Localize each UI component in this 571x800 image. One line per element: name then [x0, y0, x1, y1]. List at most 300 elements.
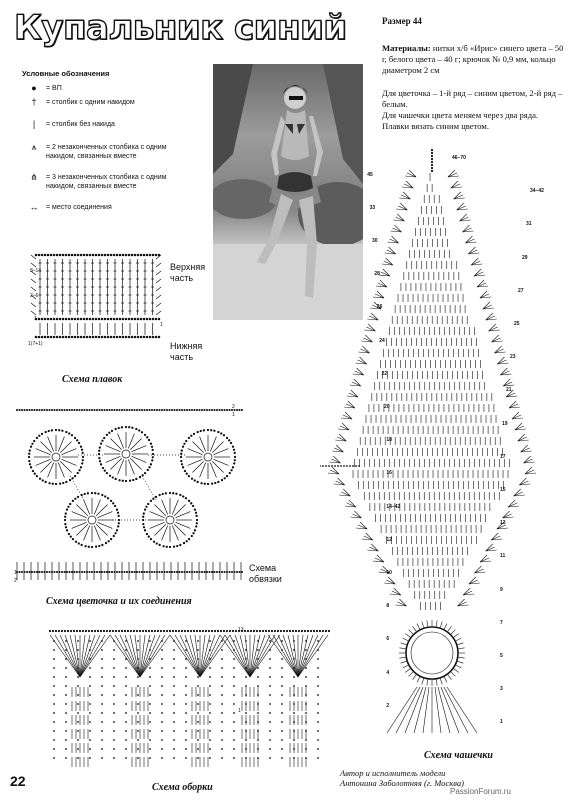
chain-stitch-mark [131, 318, 133, 320]
chain-stitch-mark [109, 409, 110, 410]
stitch-mark [140, 635, 150, 677]
chain-stitch-mark [245, 748, 246, 749]
stitch-mark [298, 635, 318, 677]
chain-stitch-mark [74, 336, 76, 338]
chain-stitch-mark [56, 318, 58, 320]
stitch-mark [31, 303, 36, 307]
chain-stitch-mark [269, 658, 270, 659]
chain-stitch-mark [109, 432, 111, 434]
chain-stitch-mark [116, 318, 118, 320]
chain-stitch-mark [110, 254, 112, 256]
chain-stitch-mark [30, 446, 32, 448]
chain-stitch-mark [259, 630, 261, 632]
chain-stitch-mark [39, 409, 40, 410]
chain-stitch-mark [233, 640, 234, 641]
chain-stitch-mark [146, 336, 148, 338]
stitch-mark [156, 295, 161, 299]
chain-stitch-mark [113, 748, 114, 749]
bottoms-scheme-chart [28, 245, 168, 360]
cup-row-mark: 4 [386, 669, 390, 676]
stitch-mark [403, 638, 408, 641]
chain-stitch-mark [196, 571, 197, 572]
chain-stitch-mark [161, 721, 162, 722]
chain-stitch-mark [185, 440, 187, 442]
chain-stitch-mark [257, 721, 258, 722]
cup-row-mark: 15 [500, 487, 506, 493]
stitch-mark [427, 620, 428, 626]
stitch-mark [458, 661, 464, 663]
chain-stitch-mark [165, 493, 167, 495]
chain-stitch-mark [233, 694, 234, 695]
chain-stitch-mark [98, 336, 100, 338]
chain-stitch-mark [77, 472, 79, 474]
chain-stitch-mark [42, 480, 44, 482]
chain-stitch-mark [281, 721, 282, 722]
chain-stitch-mark [55, 630, 57, 632]
chain-stitch-mark [174, 571, 175, 572]
chain-stitch-mark [79, 630, 81, 632]
chain-stitch-mark [68, 318, 70, 320]
chain-stitch-mark [233, 703, 234, 704]
cup-ring [406, 627, 458, 679]
chain-stitch-mark [197, 658, 198, 659]
stitch-mark [512, 412, 519, 419]
chain-stitch-mark [45, 481, 47, 483]
materials-text [382, 43, 567, 76]
chain-stitch-mark [142, 474, 144, 476]
chain-stitch-mark [146, 318, 148, 320]
chain-stitch-mark [116, 571, 117, 572]
chain-stitch-mark [94, 630, 96, 632]
chain-stitch-mark [101, 676, 102, 677]
stitch-mark [459, 648, 465, 649]
stitch-mark [417, 677, 420, 682]
stitch-mark [465, 236, 472, 243]
chain-stitch-mark [169, 630, 171, 632]
stitch-mark [417, 624, 420, 629]
chain-stitch-mark [257, 730, 258, 731]
flower-row-mark: 1 [232, 412, 235, 418]
chain-stitch-mark [130, 630, 132, 632]
stitch-mark [377, 555, 384, 562]
chain-stitch-mark [53, 254, 55, 256]
chain-stitch-mark [149, 694, 150, 695]
chain-stitch-mark [137, 694, 138, 695]
chain-stitch-mark [233, 658, 234, 659]
chain-stitch-mark [180, 456, 182, 458]
chain-stitch-mark [257, 676, 258, 677]
chain-stitch-mark [89, 730, 90, 731]
chain-stitch-mark [173, 730, 174, 731]
chain-stitch-mark [65, 703, 66, 704]
chain-stitch-mark [92, 336, 94, 338]
note-flower: Для цветочка – 1-й ряд – синим цветом, 2-й ряд – белым. [382, 88, 563, 109]
chain-stitch-mark [197, 712, 198, 713]
chain-stitch-mark [152, 453, 154, 455]
chain-stitch-mark [38, 318, 40, 320]
chain-stitch-mark [159, 494, 161, 496]
chain-stitch-mark [125, 721, 126, 722]
chain-stitch-mark [29, 450, 31, 452]
chain-stitch-mark [89, 712, 90, 713]
chain-stitch-mark [74, 437, 76, 439]
chain-stitch-mark [136, 409, 137, 410]
edging-scheme-label: Схема обвязки [249, 563, 282, 584]
cup-row-mark: 8 [386, 603, 390, 610]
chain-stitch-mark [100, 443, 102, 445]
chain-stitch-mark [84, 571, 85, 572]
flower-center-ring [52, 453, 60, 461]
chain-stitch-mark [89, 571, 90, 572]
chain-stitch-mark [197, 649, 198, 650]
chain-stitch-mark [160, 630, 162, 632]
chain-stitch-mark [325, 465, 326, 466]
chain-stitch-mark [305, 658, 306, 659]
chain-stitch-mark [121, 630, 123, 632]
stitch-mark [454, 669, 459, 673]
chain-stitch-mark [281, 748, 282, 749]
chain-stitch-mark [197, 685, 198, 686]
chain-stitch-mark [136, 630, 138, 632]
stitch-mark [486, 313, 493, 320]
chain-stitch-mark [174, 409, 175, 410]
chain-stitch-mark [149, 730, 150, 731]
stitch-mark [394, 588, 401, 595]
chain-stitch-mark [53, 685, 54, 686]
chain-stitch-mark [65, 757, 66, 758]
chain-stitch-mark [305, 721, 306, 722]
stitch-mark [454, 192, 461, 199]
chain-stitch-mark [149, 739, 150, 740]
chain-stitch-mark [161, 649, 162, 650]
chain-stitch-mark [197, 748, 198, 749]
chain-stitch-mark [122, 254, 124, 256]
chain-stitch-mark [129, 409, 130, 410]
chain-stitch-mark [62, 336, 64, 338]
chain-stitch-mark [190, 503, 192, 505]
chain-stitch-mark [164, 409, 165, 410]
chain-stitch-mark [271, 630, 273, 632]
chain-stitch-mark [77, 739, 78, 740]
chain-stitch-mark [194, 530, 196, 532]
chain-stitch-mark [150, 443, 152, 445]
chain-stitch-mark [125, 254, 127, 256]
chain-stitch-mark [65, 336, 67, 338]
chain-stitch-mark [34, 473, 36, 475]
chain-stitch-mark [180, 494, 182, 496]
chain-stitch-mark [185, 676, 186, 677]
chain-stitch-mark [224, 409, 225, 410]
stitch-mark [348, 401, 355, 408]
chain-stitch-mark [209, 757, 210, 758]
chain-stitch-mark [175, 630, 177, 632]
chain-stitch-mark [36, 437, 38, 439]
chain-stitch-mark [281, 640, 282, 641]
chain-stitch-mark [166, 630, 168, 632]
chain-stitch-mark [115, 630, 117, 632]
chain-stitch-mark [307, 630, 309, 632]
chain-stitch-mark [113, 254, 115, 256]
chain-stitch-mark [58, 429, 60, 431]
chain-stitch-mark [233, 667, 234, 668]
chain-stitch-mark [173, 685, 174, 686]
chain-stitch-mark [74, 571, 75, 572]
chain-stitch-mark [61, 409, 62, 410]
cup-row-mark: 33 [369, 204, 376, 211]
chain-stitch-mark [269, 640, 270, 641]
chain-stitch-mark [104, 336, 106, 338]
chain-stitch-mark [281, 730, 282, 731]
chain-stitch-mark [61, 571, 62, 572]
chain-stitch-mark [207, 483, 209, 485]
chain-stitch-mark [92, 318, 94, 320]
chain-stitch-mark [221, 748, 222, 749]
chain-stitch-mark [151, 630, 153, 632]
chain-stitch-mark [229, 472, 231, 474]
chain-stitch-mark [41, 409, 42, 410]
chain-stitch-mark [51, 430, 53, 432]
chain-stitch-mark [152, 318, 154, 320]
chain-stitch-mark [149, 466, 151, 468]
chain-stitch-mark [289, 630, 291, 632]
chain-stitch-mark [142, 630, 144, 632]
chain-stitch-mark [163, 545, 165, 547]
chain-stitch-mark [234, 456, 236, 458]
chain-stitch-mark [34, 571, 35, 572]
chain-stitch-mark [137, 739, 138, 740]
stitch-mark [392, 236, 399, 243]
chain-stitch-mark [196, 630, 198, 632]
chain-stitch-mark [281, 703, 282, 704]
chain-stitch-mark [46, 409, 47, 410]
chain-stitch-mark [65, 513, 67, 515]
flower-scheme-chart [12, 402, 252, 592]
chain-stitch-mark [193, 630, 195, 632]
chain-stitch-mark [274, 630, 276, 632]
chain-stitch-mark [161, 757, 162, 758]
stitch-mark [383, 269, 390, 276]
chain-stitch-mark [277, 630, 279, 632]
chain-stitch-mark [185, 730, 186, 731]
chain-stitch-mark [65, 523, 67, 525]
chain-stitch-mark [54, 571, 55, 572]
cup-row-mark: 27 [518, 287, 524, 294]
chain-stitch-mark [49, 630, 51, 632]
chain-stitch-mark [125, 640, 126, 641]
single-crochet-icon: | [32, 119, 36, 129]
chain-stitch-mark [281, 685, 282, 686]
chain-stitch-mark [229, 571, 230, 572]
chain-stitch-mark [304, 630, 306, 632]
chain-stitch-mark [352, 465, 353, 466]
chain-stitch-mark [78, 442, 80, 444]
chain-stitch-mark [281, 739, 282, 740]
chain-stitch-mark [137, 712, 138, 713]
chain-stitch-mark [134, 318, 136, 320]
chain-stitch-mark [82, 459, 84, 461]
chain-stitch-mark [218, 431, 220, 433]
chain-stitch-mark [245, 676, 246, 677]
chain-stitch-mark [119, 479, 121, 481]
chain-stitch-mark [197, 676, 198, 677]
chain-stitch-mark [153, 498, 155, 500]
chain-stitch-mark [144, 571, 145, 572]
chain-stitch-mark [76, 630, 78, 632]
chain-stitch-mark [55, 483, 57, 485]
chain-stitch-mark [234, 452, 236, 454]
stitch-mark [156, 271, 161, 275]
chain-stitch-mark [113, 658, 114, 659]
legend-item-chain: ● = ВП [22, 84, 181, 93]
chain-stitch-mark [96, 571, 97, 572]
chain-stitch-mark [143, 526, 145, 528]
chain-stitch-mark [158, 318, 160, 320]
chain-stitch-mark [113, 649, 114, 650]
chain-stitch-mark [139, 476, 141, 478]
chain-stitch-mark [81, 544, 83, 546]
chain-stitch-mark [104, 409, 105, 410]
chain-stitch-mark [149, 712, 150, 713]
chain-stitch-mark [39, 435, 41, 437]
chain-stitch-mark [101, 694, 102, 695]
chain-stitch-mark [293, 685, 294, 686]
chain-stitch-mark [113, 712, 114, 713]
stitch-mark [377, 291, 384, 298]
chain-stitch-mark [186, 571, 187, 572]
chain-stitch-mark [192, 505, 194, 507]
chain-stitch-mark [176, 545, 178, 547]
stitch-mark [333, 456, 340, 463]
chain-stitch-mark [185, 649, 186, 650]
chain-stitch-mark [232, 630, 234, 632]
chain-stitch-mark [182, 467, 184, 469]
chain-stitch-mark [53, 739, 54, 740]
chain-stitch-mark [77, 748, 78, 749]
chain-stitch-mark [89, 658, 90, 659]
chain-stitch-mark [233, 685, 234, 686]
chain-stitch-mark [269, 748, 270, 749]
chain-stitch-mark [91, 630, 93, 632]
chain-stitch-mark [184, 409, 185, 410]
chain-stitch-mark [281, 757, 282, 758]
chain-stitch-mark [148, 630, 150, 632]
chain-stitch-mark [151, 409, 152, 410]
chain-stitch-mark [231, 571, 232, 572]
chain-stitch-mark [77, 703, 78, 704]
cup-row-mark: 23 [510, 354, 516, 361]
stitch-mark [491, 533, 498, 540]
chain-stitch-mark [59, 483, 61, 485]
chain-stitch-mark [75, 498, 77, 500]
chain-stitch-mark [317, 721, 318, 722]
chain-stitch-mark [317, 748, 318, 749]
stitch-mark [400, 203, 407, 210]
chain-stitch-mark [36, 409, 37, 410]
chain-stitch-mark [200, 430, 202, 432]
stitch-mark [345, 412, 352, 419]
chain-stitch-mark [113, 757, 114, 758]
chain-stitch-mark [77, 658, 78, 659]
chain-stitch-mark [257, 694, 258, 695]
chain-stitch-mark [76, 571, 77, 572]
chain-stitch-mark [64, 571, 65, 572]
chain-stitch-mark [269, 757, 270, 758]
chain-stitch-mark [95, 546, 97, 548]
chain-stitch-mark [122, 318, 124, 320]
stitch-mark [360, 522, 367, 529]
chain-stitch-mark [87, 493, 89, 495]
chain-stitch-mark [53, 667, 54, 668]
chain-stitch-mark [75, 541, 77, 543]
chain-stitch-mark [293, 649, 294, 650]
materials-body: нитки х/б «Ирис» синего цвета – 50 г, белого цвета – 40 г; крючок № 0,9 мм, кольцо диаметром 2 см [382, 43, 564, 75]
chain-stitch-mark [204, 409, 205, 410]
chain-stitch-mark [77, 496, 79, 498]
chain-stitch-mark [186, 409, 187, 410]
chain-stitch-mark [207, 429, 209, 431]
chain-stitch-mark [118, 515, 120, 517]
chain-stitch-mark [185, 721, 186, 722]
cup-row-mark: 12 [386, 536, 392, 543]
chain-stitch-mark [209, 658, 210, 659]
chain-stitch-mark [185, 658, 186, 659]
chain-stitch-mark [305, 739, 306, 740]
chain-stitch-mark [337, 465, 338, 466]
chain-stitch-mark [137, 649, 138, 650]
stitch-mark [349, 500, 356, 507]
stitch-mark [156, 303, 161, 307]
chain-stitch-mark [134, 571, 135, 572]
chain-stitch-mark [121, 427, 123, 429]
chain-stitch-mark [245, 730, 246, 731]
chain-stitch-mark [161, 571, 162, 572]
chain-stitch-mark [293, 667, 294, 668]
chain-stitch-mark [262, 630, 264, 632]
chain-stitch-mark [214, 430, 216, 432]
chain-stitch-mark [194, 509, 196, 511]
chain-stitch-mark [334, 465, 335, 466]
chain-stitch-mark [68, 433, 70, 435]
chain-stitch-mark [136, 478, 138, 480]
chain-stitch-mark [59, 254, 61, 256]
chain-stitch-mark [194, 480, 196, 482]
chain-stitch-mark [211, 630, 213, 632]
chain-stitch-mark [185, 497, 187, 499]
chain-stitch-mark [29, 463, 31, 465]
chain-stitch-mark [52, 630, 54, 632]
stitch-mark [338, 478, 345, 485]
chain-stitch-mark [317, 703, 318, 704]
chain-stitch-mark [140, 336, 142, 338]
chain-stitch-mark [41, 571, 42, 572]
chain-stitch-mark [69, 409, 70, 410]
chain-stitch-mark [317, 658, 318, 659]
chain-stitch-mark [173, 694, 174, 695]
stitch-mark [342, 423, 349, 430]
bottoms-scheme-caption: Схема плавок [62, 374, 123, 385]
stitch-mark [354, 379, 361, 386]
chain-stitch-mark [125, 676, 126, 677]
chain-stitch-mark [115, 428, 117, 430]
chain-stitch-mark [226, 409, 227, 410]
chain-stitch-mark [178, 630, 180, 632]
chain-stitch-mark [293, 703, 294, 704]
chain-stitch-mark [36, 475, 38, 477]
chain-stitch-mark [269, 712, 270, 713]
chain-stitch-mark [98, 318, 100, 320]
stitch-mark [343, 489, 350, 496]
chain-stitch-mark [217, 630, 219, 632]
